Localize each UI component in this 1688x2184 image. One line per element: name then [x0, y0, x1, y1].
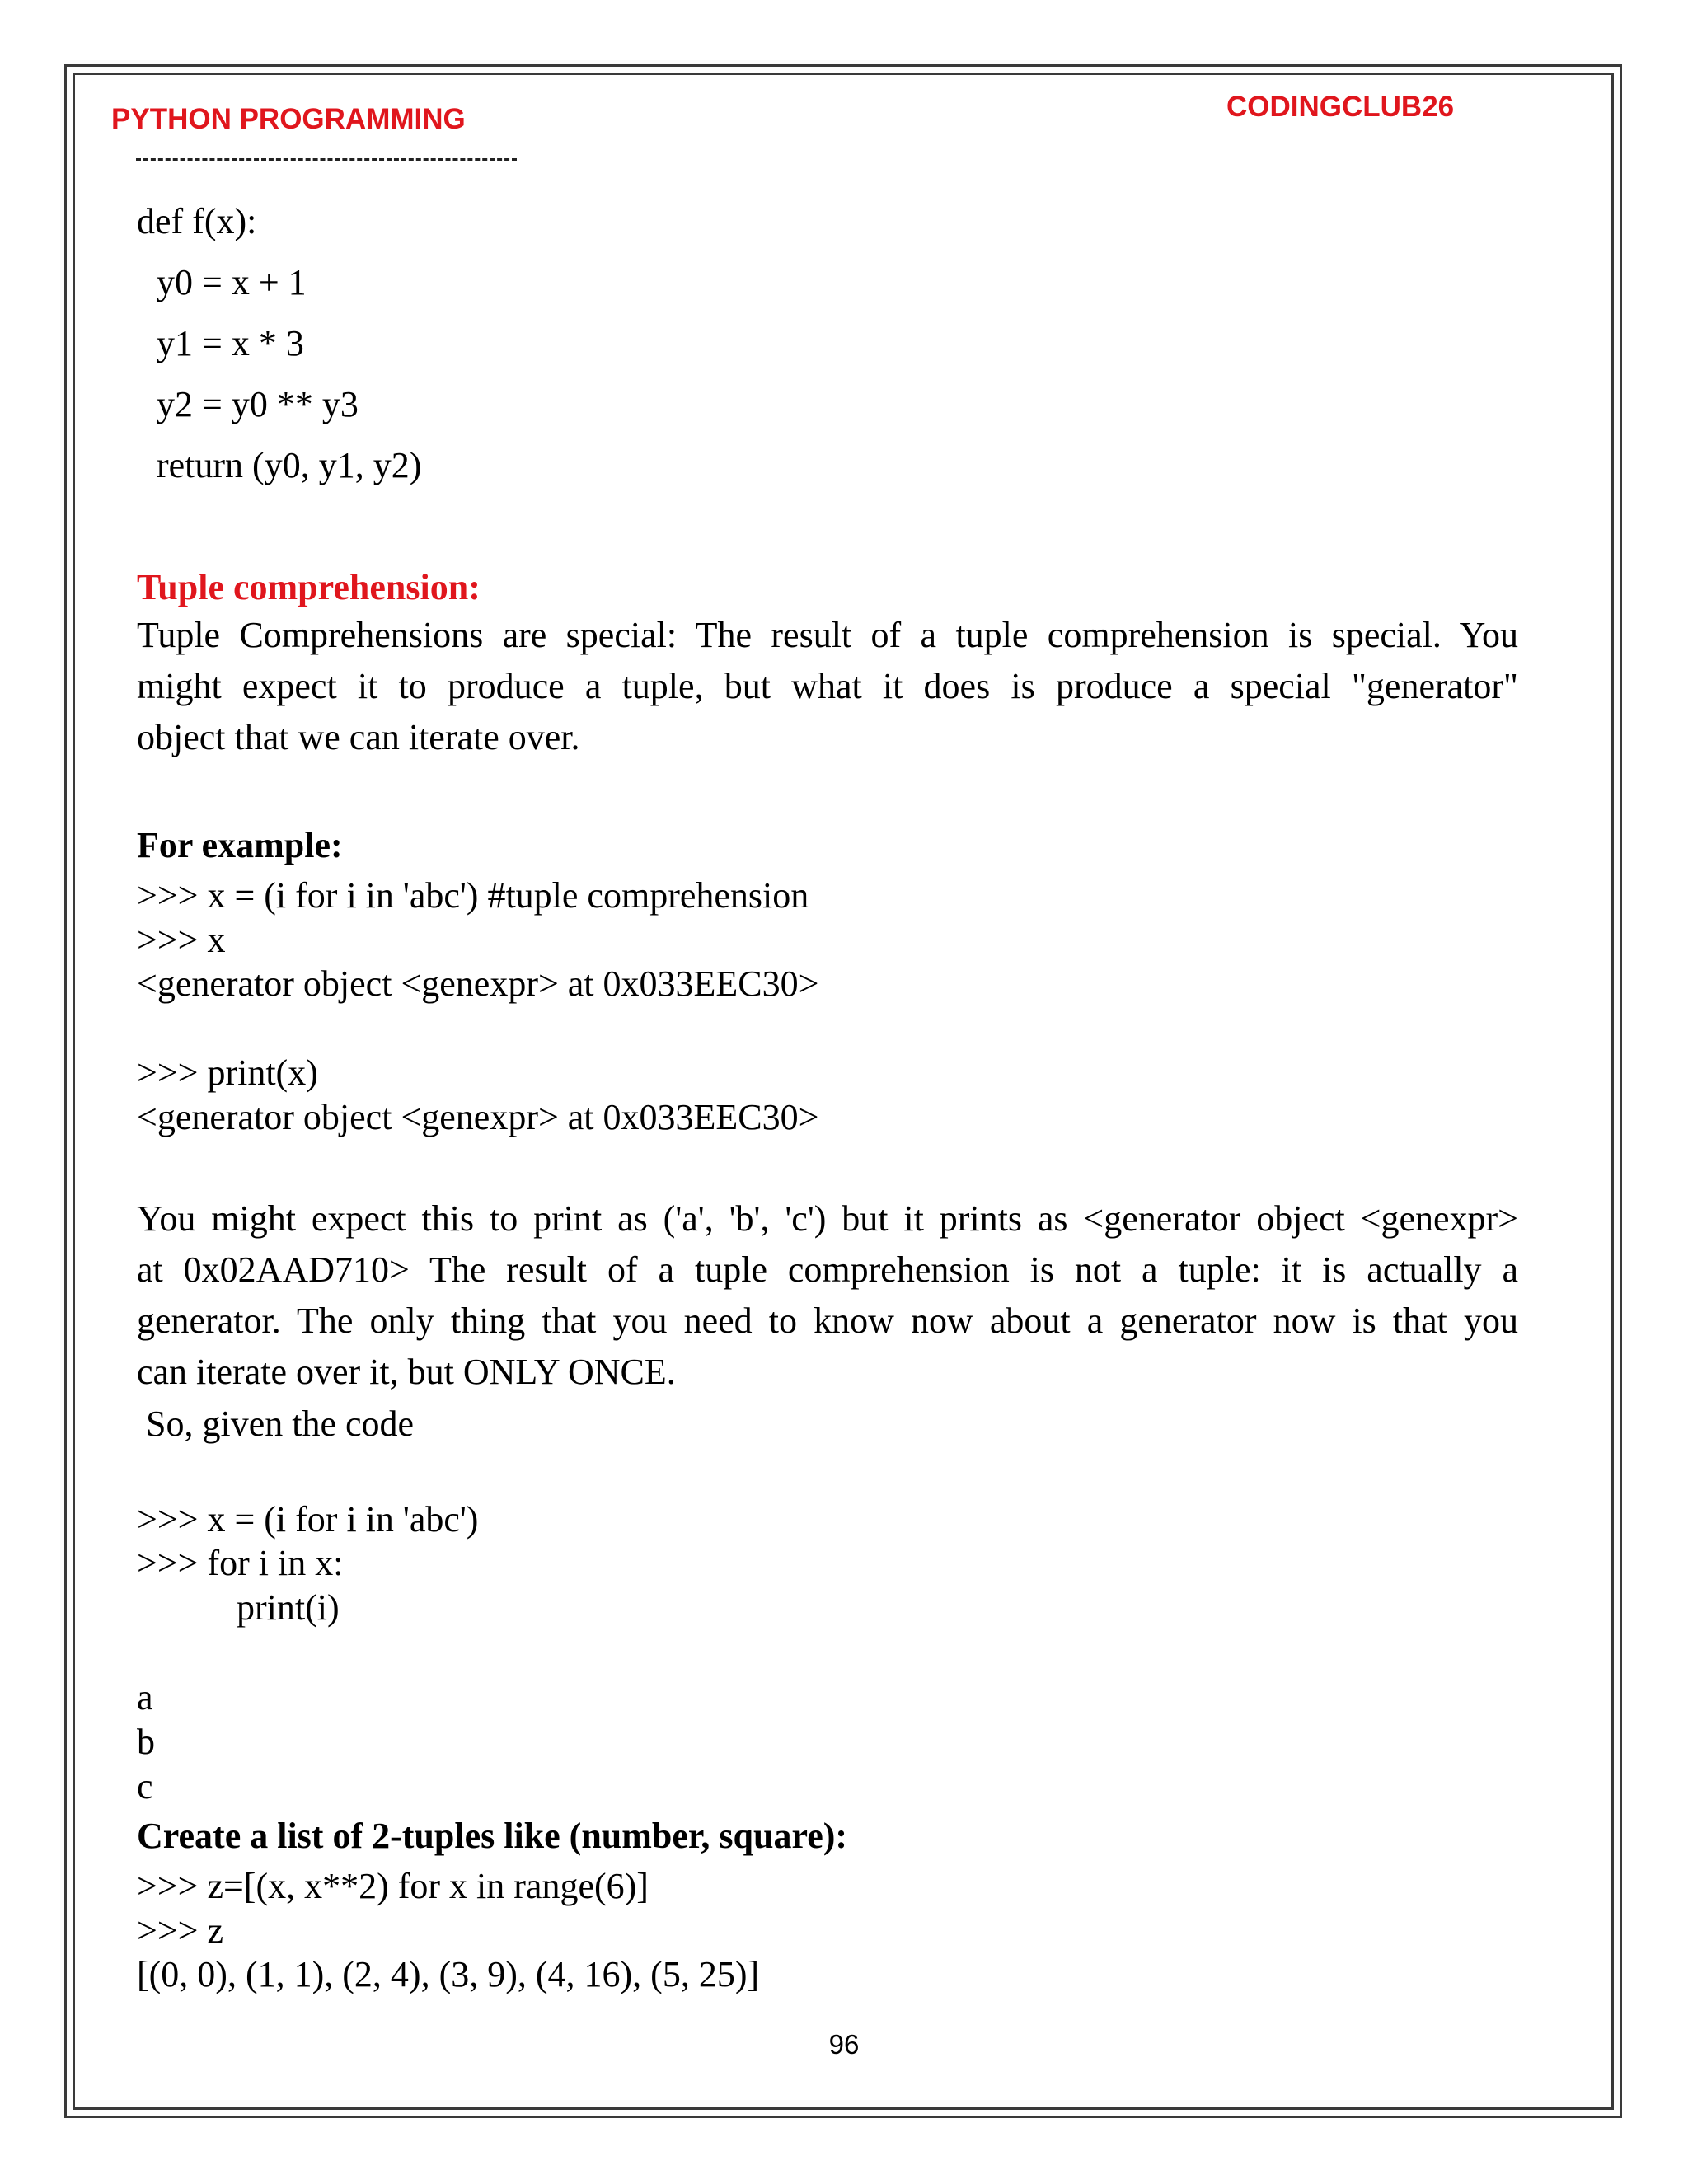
explanation-line: You might expect this to print as ('a', 'b', 'c') but it prints as <generator object <genexpr> — [137, 1198, 1518, 1239]
page-number: 96 — [828, 2029, 860, 2060]
header-dashed-rule — [136, 158, 517, 161]
section-title: Tuple comprehension: — [137, 567, 481, 607]
example-line: <generator object <genexpr> at 0x033EEC30> — [137, 1097, 819, 1137]
so-given-text: So, given the code — [146, 1404, 415, 1444]
list-code-line: [(0, 0), (1, 1), (2, 4), (3, 9), (4, 16), (5, 25)] — [137, 1954, 760, 1994]
header-title-left: PYTHON PROGRAMMING — [111, 103, 466, 135]
output-line: b — [137, 1722, 155, 1762]
header-title-right: CODINGCLUB26 — [1226, 91, 1455, 123]
code-line-y1: y1 = x * 3 — [157, 323, 304, 363]
explanation-paragraph — [137, 1193, 1518, 1398]
explanation-line: generator. The only thing that you need to know now about a generator now is that you — [137, 1301, 1518, 1341]
code2-line: >>> x = (i for i in 'abc') — [137, 1499, 479, 1540]
list-code-line: >>> z — [137, 1910, 223, 1951]
intro-line: might expect it to produce a tuple, but what it does is produce a special "generator" — [137, 666, 1518, 706]
list-code-line: >>> z=[(x, x**2) for x in range(6)] — [137, 1866, 649, 1906]
code2-line: print(i) — [237, 1587, 340, 1628]
output-line: a — [137, 1677, 153, 1718]
code-line-y0: y0 = x + 1 — [157, 262, 307, 302]
example-heading: For example: — [137, 825, 343, 865]
intro-paragraph — [137, 610, 1518, 763]
example-line: <generator object <genexpr> at 0x033EEC30> — [137, 963, 819, 1004]
code-line-def: def f(x): — [137, 201, 257, 241]
intro-line: Tuple Comprehensions are special: The result of a tuple comprehension is special. You — [137, 615, 1518, 655]
explanation-line: can iterate over it, but ONLY ONCE. — [137, 1352, 676, 1392]
code-line-y2: y2 = y0 ** y3 — [157, 384, 359, 424]
list-heading: Create a list of 2-tuples like (number, square): — [137, 1816, 848, 1856]
intro-line: object that we can iterate over. — [137, 717, 580, 757]
code-line-return: return (y0, y1, y2) — [157, 445, 422, 485]
explanation-line: at 0x02AAD710> The result of a tuple comprehension is not a tuple: it is actually a — [137, 1249, 1518, 1290]
example-line: >>> x = (i for i in 'abc') #tuple comprehension — [137, 875, 809, 916]
example-line: >>> print(x) — [137, 1052, 318, 1093]
example-line: >>> x — [137, 920, 226, 960]
output-line: c — [137, 1766, 153, 1807]
code2-line: >>> for i in x: — [137, 1543, 344, 1583]
